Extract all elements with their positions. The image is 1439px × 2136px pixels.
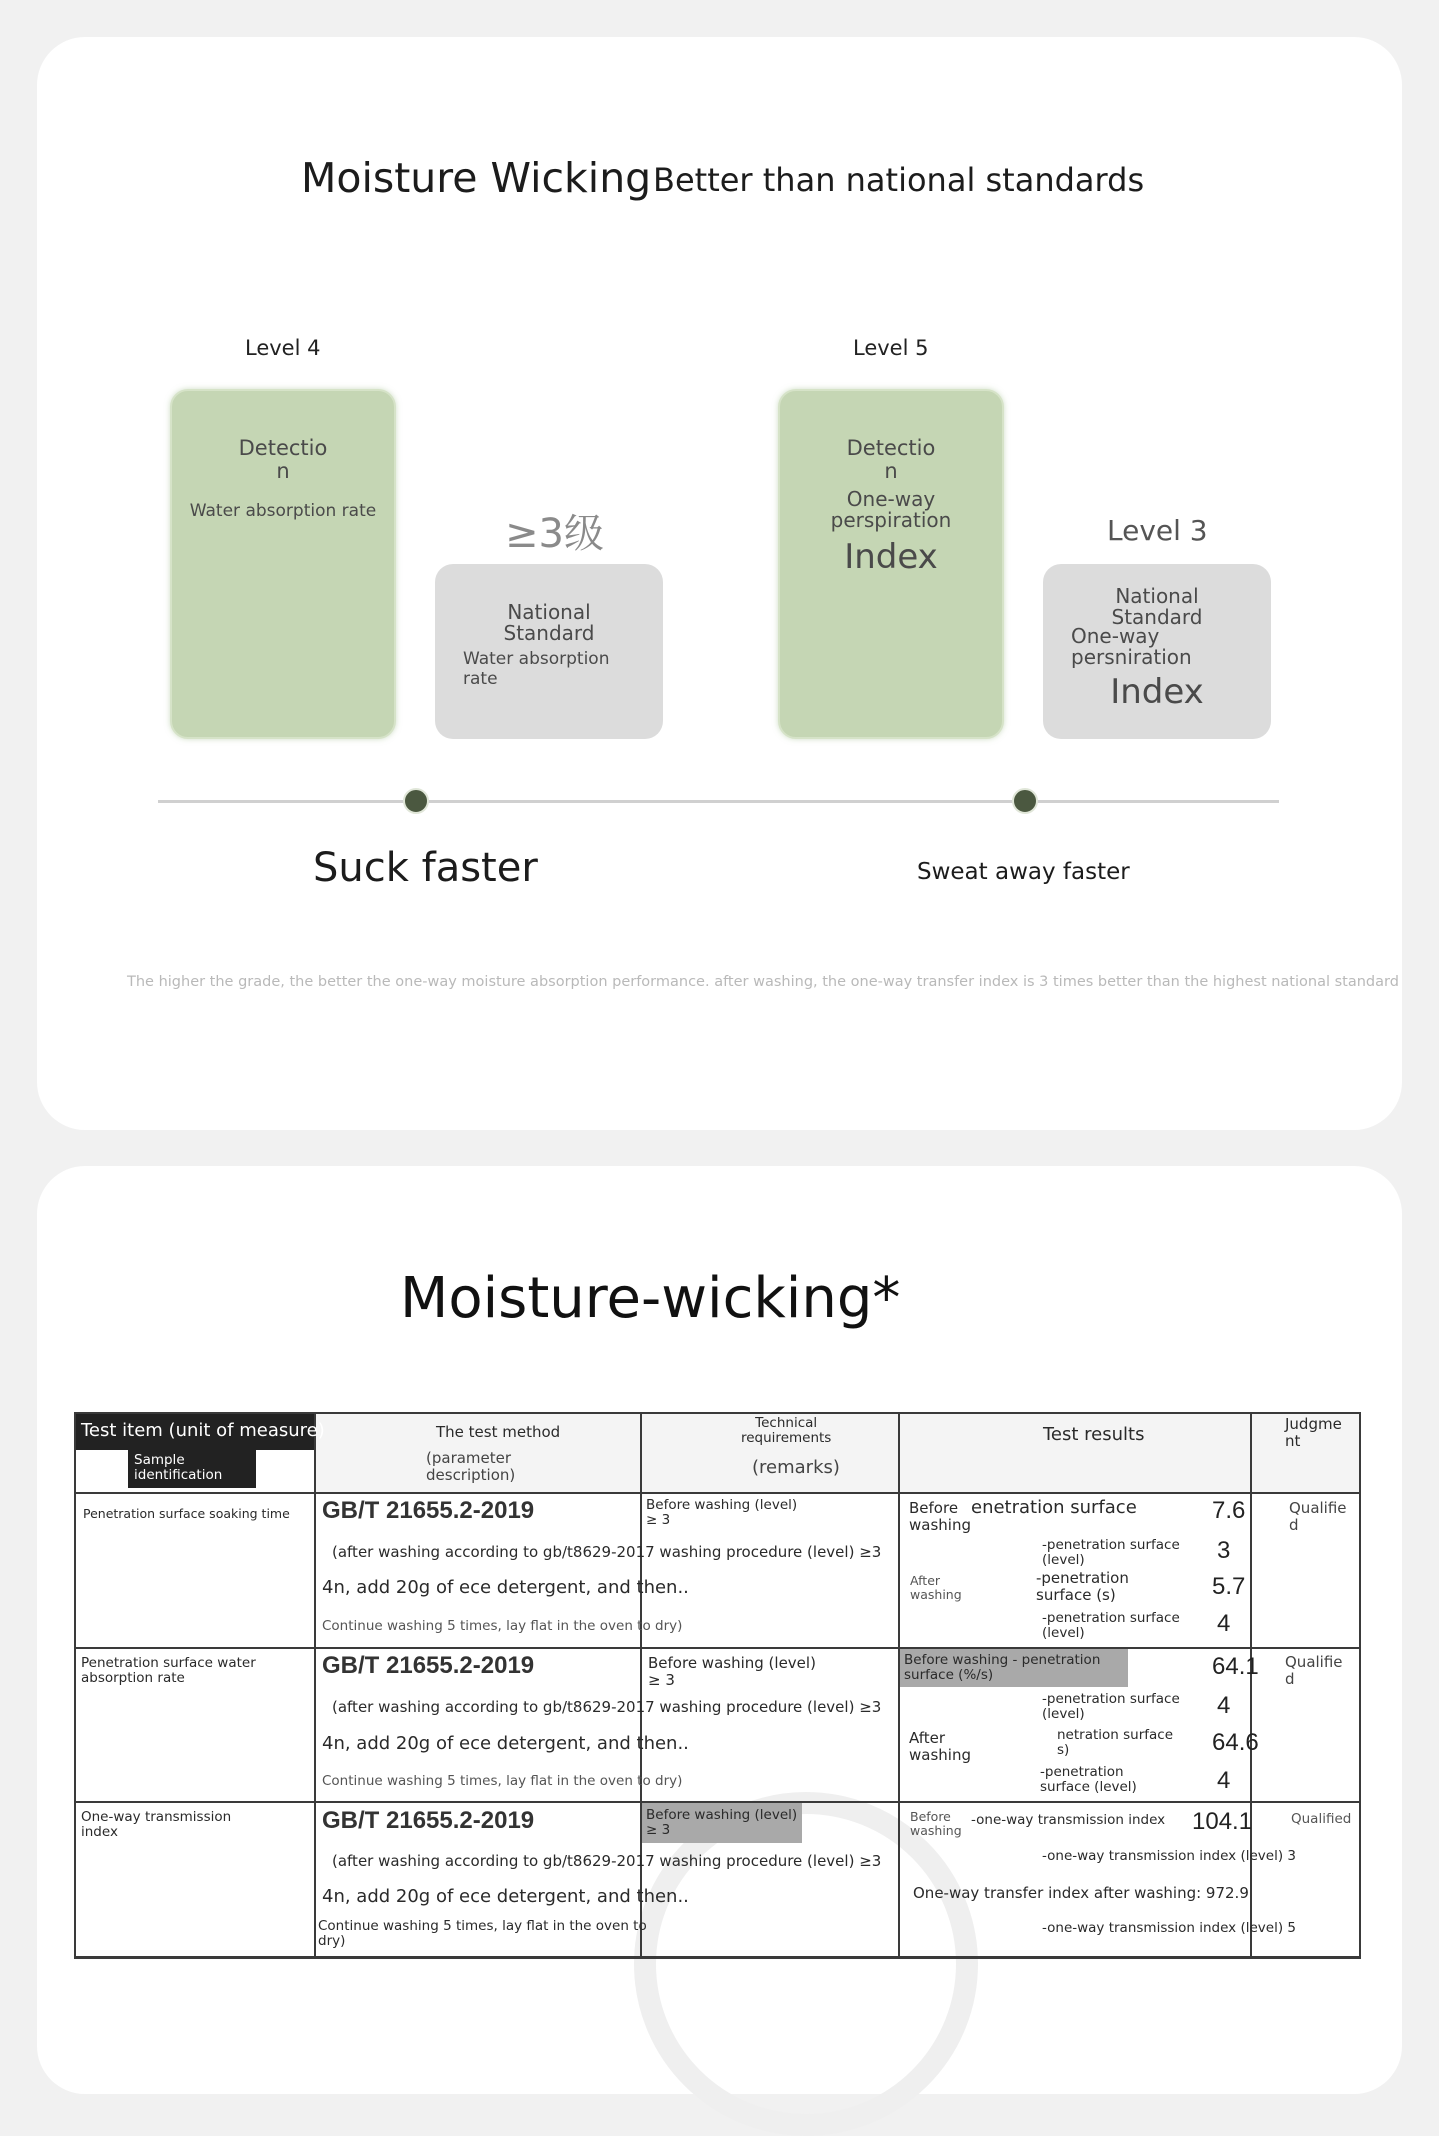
footnote: The higher the grade, the better the one-way moisture absorption performance. after washing, the one-way transfer index is 3 times better than the highest national standard (127, 974, 1399, 990)
row1-r2-value: 3 (1217, 1537, 1231, 1564)
report-title: Moisture-wicking* (400, 1266, 901, 1331)
left-detection-desc: Water absorption rate (189, 501, 377, 521)
header-test-method: The test method (436, 1423, 561, 1441)
row1-standard: GB/T 21655.2-2019 (322, 1497, 535, 1524)
timeline-line (158, 800, 1279, 803)
row3-r2-label: -one-way transmission index (level) 3 (1042, 1848, 1296, 1864)
left-standard-title: National Standard (503, 600, 595, 645)
row2-standard: GB/T 21655.2-2019 (322, 1652, 535, 1679)
row2-method-3: Continue washing 5 times, lay flat in the oven to dry) (322, 1773, 683, 1789)
header-sample-id: Sample identification (134, 1452, 223, 1484)
row2-method-2: 4n, add 20g of ece detergent, and then.. (322, 1733, 689, 1754)
row2-method-1: (after washing according to gb/t8629-2017 washing procedure (level) ≥3 (332, 1698, 882, 1716)
left-detection-title: Detectio n (238, 436, 328, 484)
row2-r3-value: 64.6 (1212, 1729, 1259, 1756)
row1-r2-label: -penetration surface (level) (1042, 1537, 1180, 1569)
test-report-card (37, 1166, 1402, 2094)
row1-r1-label: enetration surface (971, 1497, 1137, 1518)
row2-r3-label: netration surface s) (1057, 1727, 1174, 1759)
left-level-label: Level 4 (245, 336, 321, 360)
row3-judgment: Qualified (1291, 1811, 1352, 1827)
row3-method-1: (after washing according to gb/t8629-2017 washing procedure (level) ≥3 (332, 1852, 882, 1870)
left-standard-level: ≥3级 (505, 511, 604, 557)
row1-r4-label: -penetration surface (level) (1042, 1610, 1180, 1642)
header-test-item: Test item (unit of measure) (81, 1420, 325, 1441)
row3-method-2: 4n, add 20g of ece detergent, and then.. (322, 1886, 689, 1907)
row1-after-label: After washing (910, 1573, 962, 1602)
right-level-label: Level 5 (853, 336, 929, 360)
row1-before-label: Before washing (909, 1499, 971, 1534)
row1-tech: Before washing (level) ≥ 3 (646, 1497, 798, 1529)
header-param-desc: (parameter description) (426, 1449, 516, 1484)
test-report-table (74, 1412, 1361, 1959)
row3-r3-label: One-way transfer index after washing: 972.9 (913, 1884, 1249, 1902)
row1-r1-value: 7.6 (1212, 1497, 1246, 1524)
header-judgment: Judgme nt (1285, 1415, 1342, 1450)
row2-judgment: Qualifie d (1285, 1653, 1343, 1688)
right-detection-title: Detectio n (846, 436, 936, 484)
row2-tech: Before washing (level) ≥ 3 (648, 1654, 816, 1689)
row1-r4-value: 4 (1217, 1610, 1231, 1637)
row3-before-label: Before washing (910, 1809, 962, 1838)
row2-r4-value: 4 (1217, 1767, 1231, 1794)
left-caption: Suck faster (313, 845, 538, 891)
timeline-dot-left (403, 788, 429, 814)
watermark-seal (634, 1792, 978, 2136)
row2-r4-label: -penetration surface (level) (1040, 1764, 1137, 1796)
right-detection-box (778, 389, 1004, 739)
header-remarks: (remarks) (752, 1457, 840, 1478)
row1-item: Penetration surface soaking time (83, 1506, 290, 1521)
row3-standard: GB/T 21655.2-2019 (322, 1807, 535, 1834)
header-tech-req: Technical requirements (741, 1415, 832, 1447)
comparison-card (37, 37, 1402, 1130)
row3-method-3: Continue washing 5 times, lay flat in the oven to dry) (318, 1918, 647, 1950)
row3-tech: Before washing (level) ≥ 3 (646, 1807, 798, 1839)
table-border-bottom (74, 1956, 1361, 1959)
row3-r4-label: -one-way transmission index (level) 5 (1042, 1920, 1296, 1936)
row3-r1-value: 104.1 (1192, 1808, 1253, 1835)
right-detection-index: Index (844, 537, 938, 577)
timeline-dot-right (1012, 788, 1038, 814)
row2-r1-value: 64.1 (1212, 1653, 1259, 1680)
row1-judgment: Qualifie d (1289, 1499, 1347, 1534)
row2-item: Penetration surface water absorption rate (81, 1655, 256, 1687)
right-standard-box (1043, 564, 1271, 739)
row1-method-2: 4n, add 20g of ece detergent, and then.. (322, 1577, 689, 1598)
section-title: Moisture Wicking (301, 154, 652, 202)
right-standard-desc: One-way persniration (1071, 626, 1192, 668)
left-detection-box (170, 389, 396, 739)
row1-method-3: Continue washing 5 times, lay flat in the oven to dry) (322, 1618, 683, 1634)
row2-r2-value: 4 (1217, 1692, 1231, 1719)
right-detection-desc: One-way perspiration (830, 487, 952, 532)
right-standard-level: Level 3 (1107, 514, 1208, 547)
row2-after-label: After washing (909, 1729, 971, 1764)
left-standard-box (435, 564, 663, 739)
left-standard-desc: Water absorption rate (463, 649, 610, 689)
row2-r1-label: Before washing - penetration surface (%/s) (904, 1652, 1101, 1684)
row1-method-1: (after washing according to gb/t8629-2017 washing procedure (level) ≥3 (332, 1543, 882, 1561)
header-test-results: Test results (1043, 1424, 1145, 1445)
section-subtitle: Better than national standards (653, 161, 1145, 199)
row3-r1-label: -one-way transmission index (971, 1812, 1166, 1828)
right-standard-index: Index (1110, 672, 1204, 712)
right-standard-title: National Standard (1111, 584, 1203, 629)
right-caption: Sweat away faster (917, 859, 1130, 885)
row2-r2-label: -penetration surface (level) (1042, 1691, 1180, 1723)
row1-r3-label: -penetration surface (s) (1036, 1569, 1129, 1604)
row1-r3-value: 5.7 (1212, 1573, 1246, 1600)
row3-item: One-way transmission index (81, 1809, 232, 1841)
